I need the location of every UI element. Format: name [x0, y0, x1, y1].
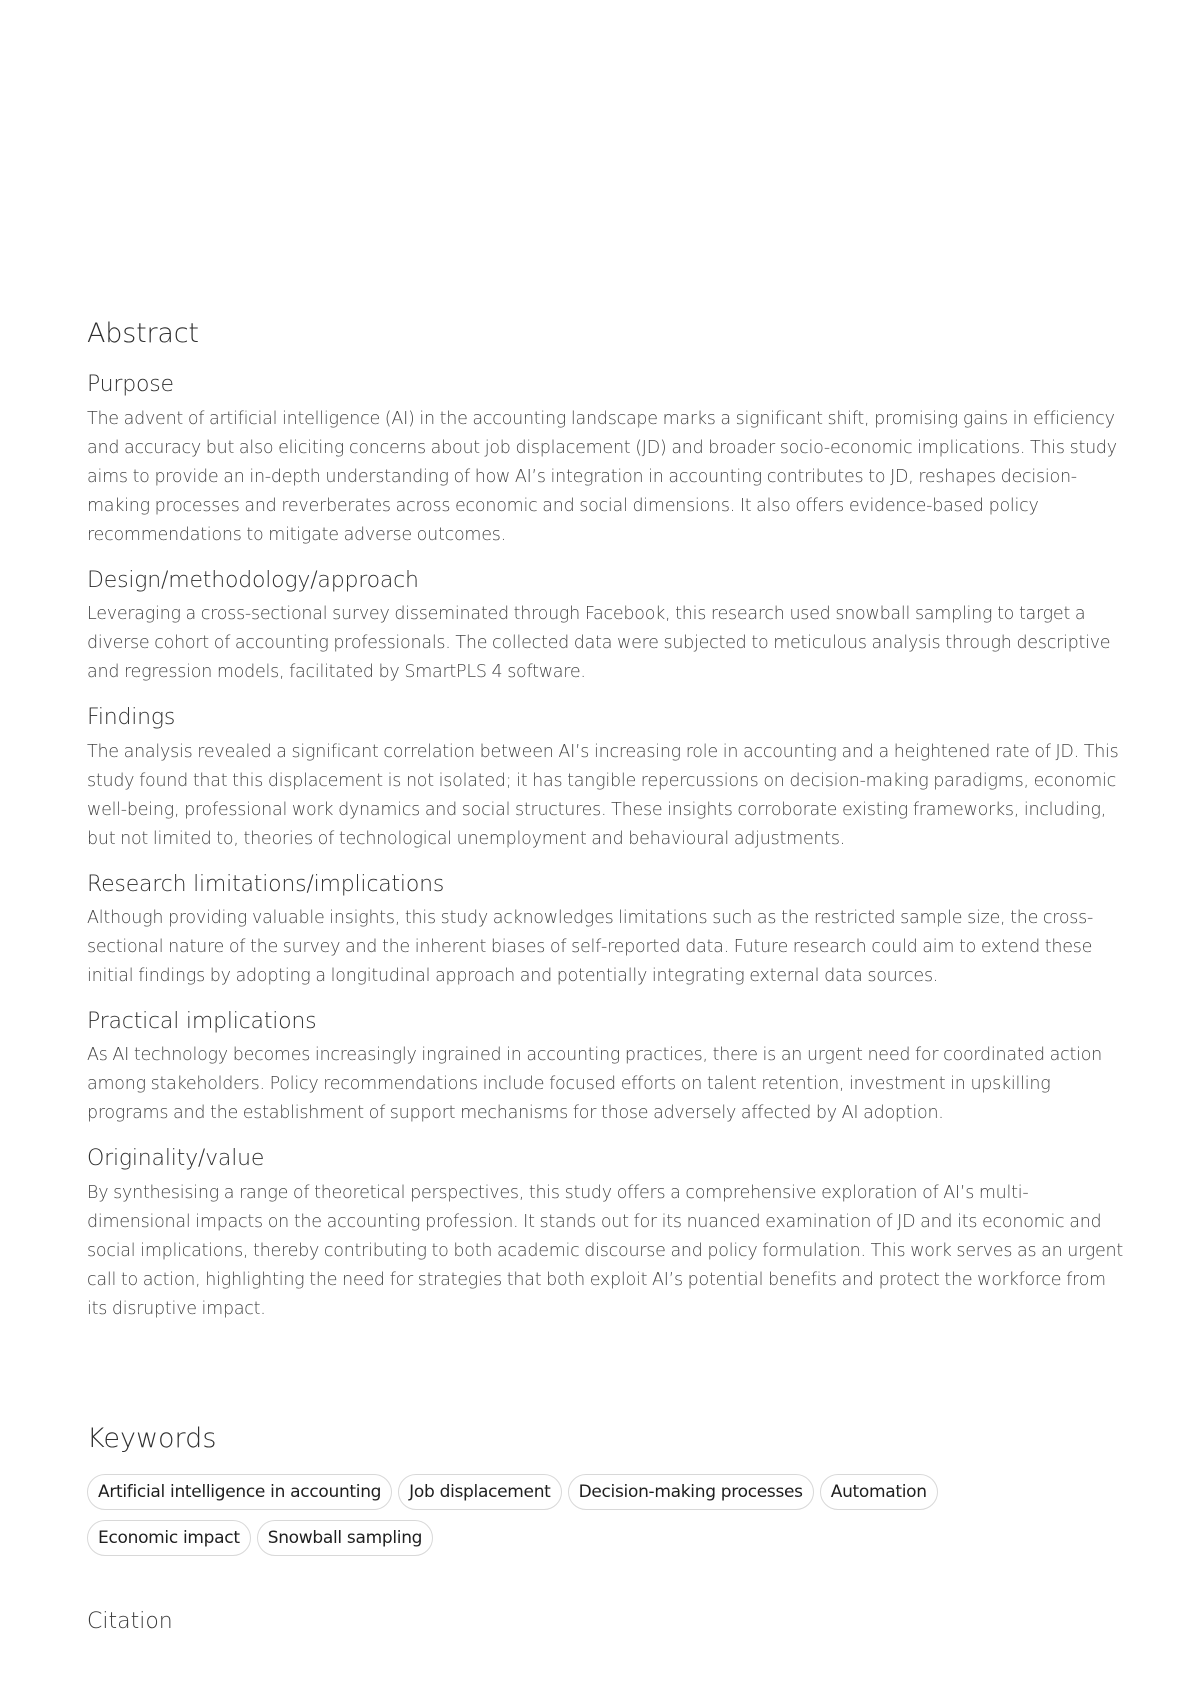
- section-body: Although providing valuable insights, this study acknowledges limitations such as the restricted sample size, the cross-sectional nature of the survey and the inherent biases of self-reported data. Future research could aim to extend these initial findings by adopting a longitudinal approach and potentially integrating external data sources.: [87, 907, 1094, 986]
- purpose-section: [87, 372, 1127, 549]
- section-body: By synthesising a range of theoretical perspectives, this study offers a comprehensive exploration of AI’s multi-dimensional impacts on the accounting profession. It stands out for its nuanced examination of JD and its economic and social implications, thereby contributing to both academic discourse and policy formulation. This work serves as an urgent call to action, highlighting the need for strategies that both exploit AI’s potential benefits and protect the workforce from its disruptive impact.: [87, 1182, 1123, 1319]
- methodology-section: [87, 568, 1127, 687]
- keywords-title: Keywords: [87, 1423, 217, 1454]
- citation-heading: Citation: [87, 1609, 173, 1634]
- findings-section: [87, 705, 1127, 853]
- limitations-section: [87, 872, 1127, 991]
- keyword-chip[interactable]: Automation: [820, 1474, 938, 1510]
- keyword-chip[interactable]: Job displacement: [398, 1474, 561, 1510]
- abstract-section: [87, 318, 1127, 1342]
- practical-implications-section: [87, 1009, 1127, 1128]
- keyword-chip[interactable]: Snowball sampling: [257, 1520, 433, 1556]
- keyword-chip[interactable]: Decision-making processes: [568, 1474, 814, 1510]
- section-heading: Findings: [87, 705, 176, 731]
- originality-section: [87, 1146, 1127, 1323]
- section-heading: Design/methodology/approach: [87, 567, 419, 593]
- section-heading: Practical implications: [87, 1008, 317, 1034]
- section-body: The advent of artificial intelligence (AI) in the accounting landscape marks a significant shift, promising gains in efficiency and accuracy but also eliciting concerns about job displacement (JD) and broader socio-economic implications. This study aims to provide an in-depth understanding of how AI’s integration in accounting contributes to JD, reshapes decision-making processes and reverberates across economic and social dimensions. It also offers evidence-based policy recommendations to mitigate adverse outcomes.: [87, 408, 1117, 545]
- abstract-title: Abstract: [87, 318, 199, 349]
- keyword-chip[interactable]: Artificial intelligence in accounting: [87, 1474, 392, 1510]
- keyword-list: [87, 1474, 1087, 1556]
- keywords-section: [87, 1423, 1127, 1556]
- section-body: The analysis revealed a significant correlation between AI’s increasing role in accounting and a heightened rate of JD. This study found that this displacement is not isolated; it has tangible repercussions on decision-making paradigms, economic well-being, professional work dynamics and social structures. These insights corroborate existing frameworks, including, but not limited to, theories of technological unemployment and behavioural adjustments.: [87, 741, 1119, 849]
- section-heading: Originality/value: [87, 1146, 265, 1172]
- section-body: Leveraging a cross-sectional survey disseminated through Facebook, this research used snowball sampling to target a diverse cohort of accounting professionals. The collected data were subjected to meticulous analysis through descriptive and regression models, facilitated by SmartPLS 4 software.: [87, 604, 1111, 683]
- section-heading: Research limitations/implications: [87, 871, 445, 897]
- section-body: As AI technology becomes increasingly ingrained in accounting practices, there is an urgent need for coordinated action among stakeholders. Policy recommendations include focused efforts on talent retention, investment in upskilling programs and the establishment of support mechanisms for those adversely affected by AI adoption.: [87, 1045, 1103, 1124]
- keyword-chip[interactable]: Economic impact: [87, 1520, 251, 1556]
- section-heading: Purpose: [87, 372, 174, 398]
